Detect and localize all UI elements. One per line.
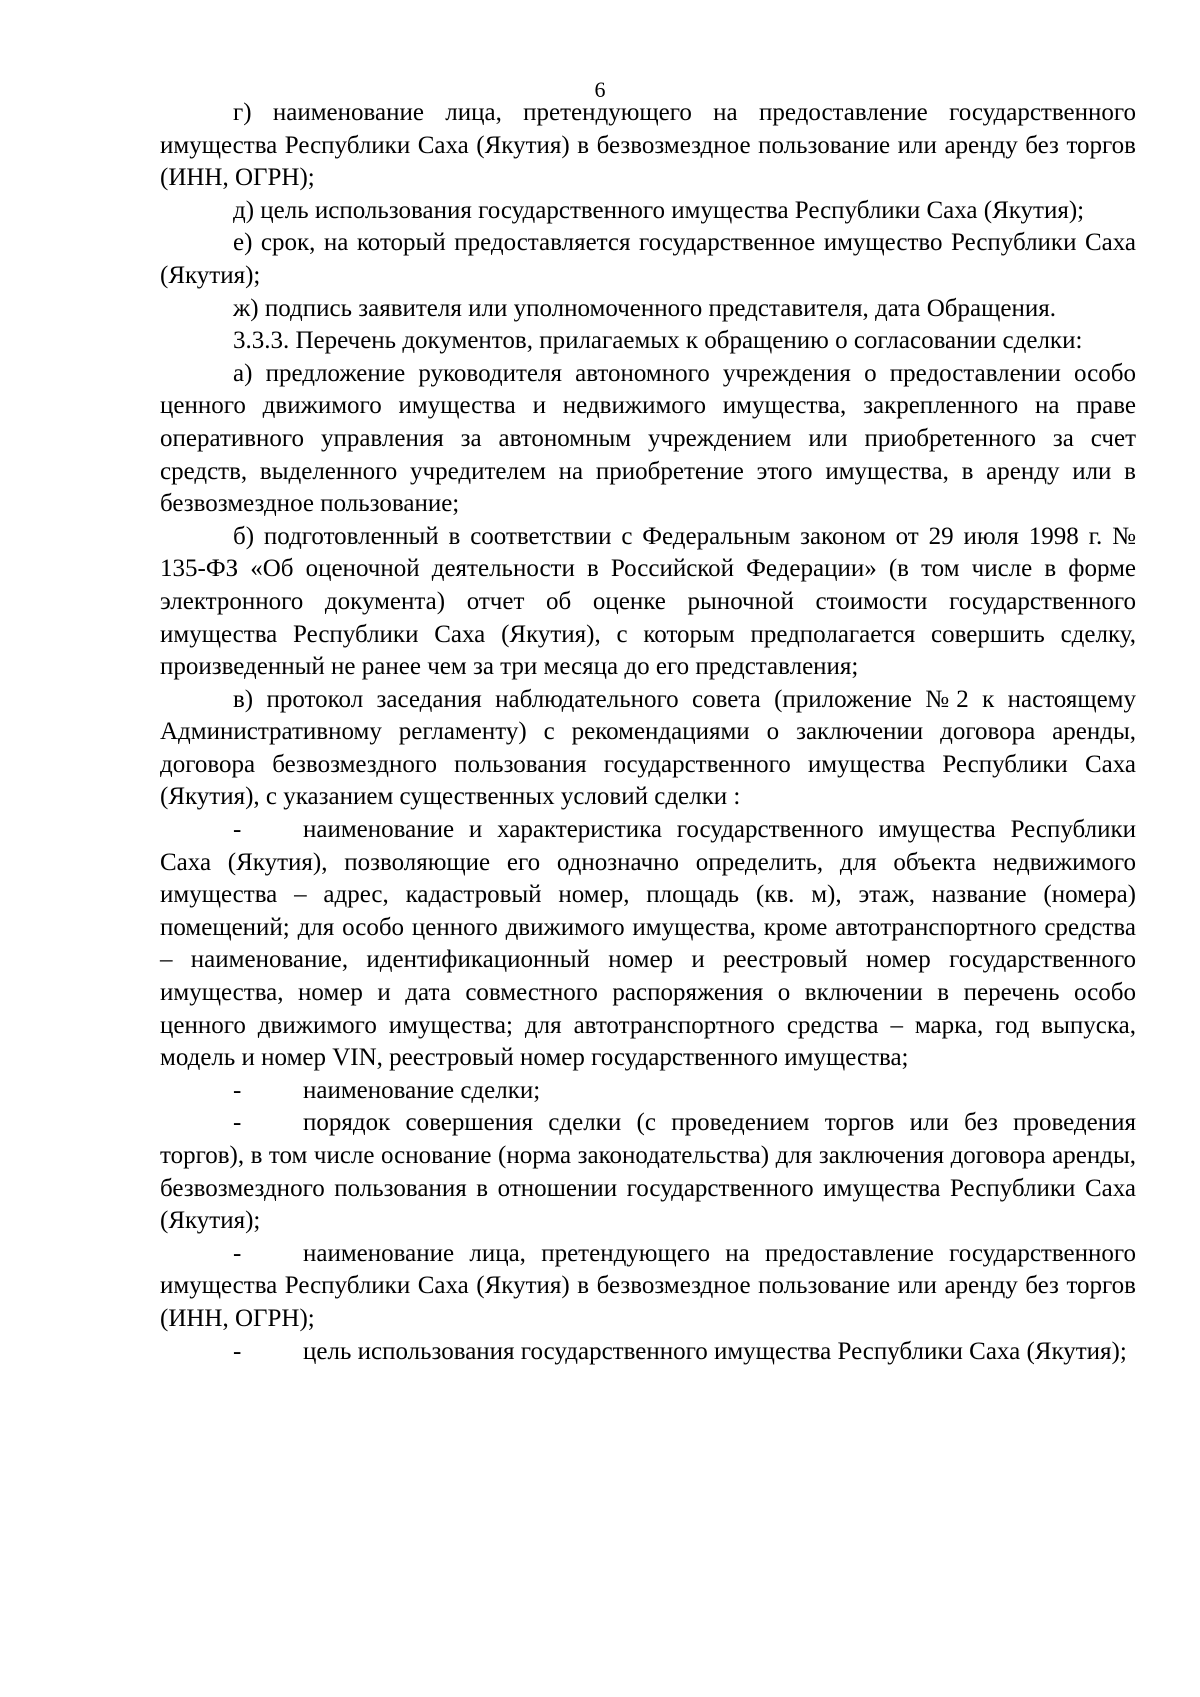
list-item-text: наименование лица, претендующего на предоставление государственного имущества Республики Саха (Якутия) в безвозмездное пользование или аренду без торгов (ИНН, ОГРН);	[160, 1239, 1136, 1332]
list-item	[160, 814, 1136, 1075]
paragraph-b: б) подготовленный в соответствии с Федеральным законом от 29 июля 1998 г. № 135-ФЗ «Об оценочной деятельности в Российской Федерации» (в том числе в форме электронного документа) отчет об оценке рыночной стоимости государственного имущества Республики Саха (Якутия), с которым предполагается совершить сделку, произведенный не ранее чем за три месяца до его представления;	[160, 522, 1136, 681]
list-dash: -	[233, 1239, 242, 1267]
paragraph-a: а) предложение руководителя автономного учреждения о предоставлении особо ценного движимого имущества и недвижимого имущества, закрепленного на праве оперативного управления за автономным учреждением или приобретенного за счет средств, выделенного учредителем на приобретение этого имущества, в аренду или в безвозмездное пользование;	[160, 359, 1136, 518]
list-item-text: наименование и характеристика государственного имущества Республики Саха (Якутия), позволяющие его однозначно определить, для объекта недвижимого имущества – адрес, кадастровый номер, площадь (кв. м), этаж, название (номера) помещений; для особо ценного движимого имущества, кроме автотранспортного средства – наименование, идентификационный номер и реестровый номер государственного имущества, номер и дата совместного распоряжения о включении в перечень особо ценного движимого имущества; для автотранспортного средства – марка, год выпуска, модель и номер VIN, реестровый номер государственного имущества;	[160, 816, 1136, 1072]
paragraph-e: е) срок, на который предоставляется государственное имущество Республики Саха (Якутия);	[160, 229, 1136, 289]
list-dash: -	[233, 1109, 242, 1137]
list-item	[160, 1336, 1136, 1369]
list-item	[160, 1238, 1136, 1336]
paragraph-3-3-3: 3.3.3. Перечень документов, прилагаемых к обращению о согласовании сделки:	[233, 327, 1083, 355]
list-item	[160, 1075, 1136, 1108]
page-number: 6	[594, 77, 606, 102]
list-item-text: цель использования государственного имущества Республики Саха (Якутия);	[303, 1337, 1127, 1365]
paragraph-d: д) цель использования государственного имущества Республики Саха (Якутия);	[233, 196, 1085, 224]
list-item-text: наименование сделки;	[303, 1076, 541, 1104]
document-body	[160, 97, 1136, 1368]
list-item	[160, 1107, 1136, 1237]
paragraph-zh: ж) подпись заявителя или уполномоченного представителя, дата Обращения.	[233, 294, 1056, 322]
list-dash: -	[233, 816, 242, 844]
paragraph-v: в) протокол заседания наблюдательного совета (приложение №2 к настоящему Административному регламенту) с рекомендациями о заключении договора аренды, договора безвозмездного пользования государственного имущества Республики Саха (Якутия), с указанием существенных условий сделки :	[160, 685, 1136, 811]
list-item-text: порядок совершения сделки (с проведением торгов или без проведения торгов), в том числе основание (норма законодательства) для заключения договора аренды, безвозмездного пользования в отношении государственного имущества Республики Саха (Якутия);	[160, 1109, 1136, 1235]
list-dash: -	[233, 1337, 242, 1365]
paragraph-g: г) наименование лица, претендующего на предоставление государственного имущества Республики Саха (Якутия) в безвозмездное пользование или аренду без торгов (ИНН, ОГРН);	[160, 99, 1136, 192]
list-dash: -	[233, 1076, 242, 1104]
